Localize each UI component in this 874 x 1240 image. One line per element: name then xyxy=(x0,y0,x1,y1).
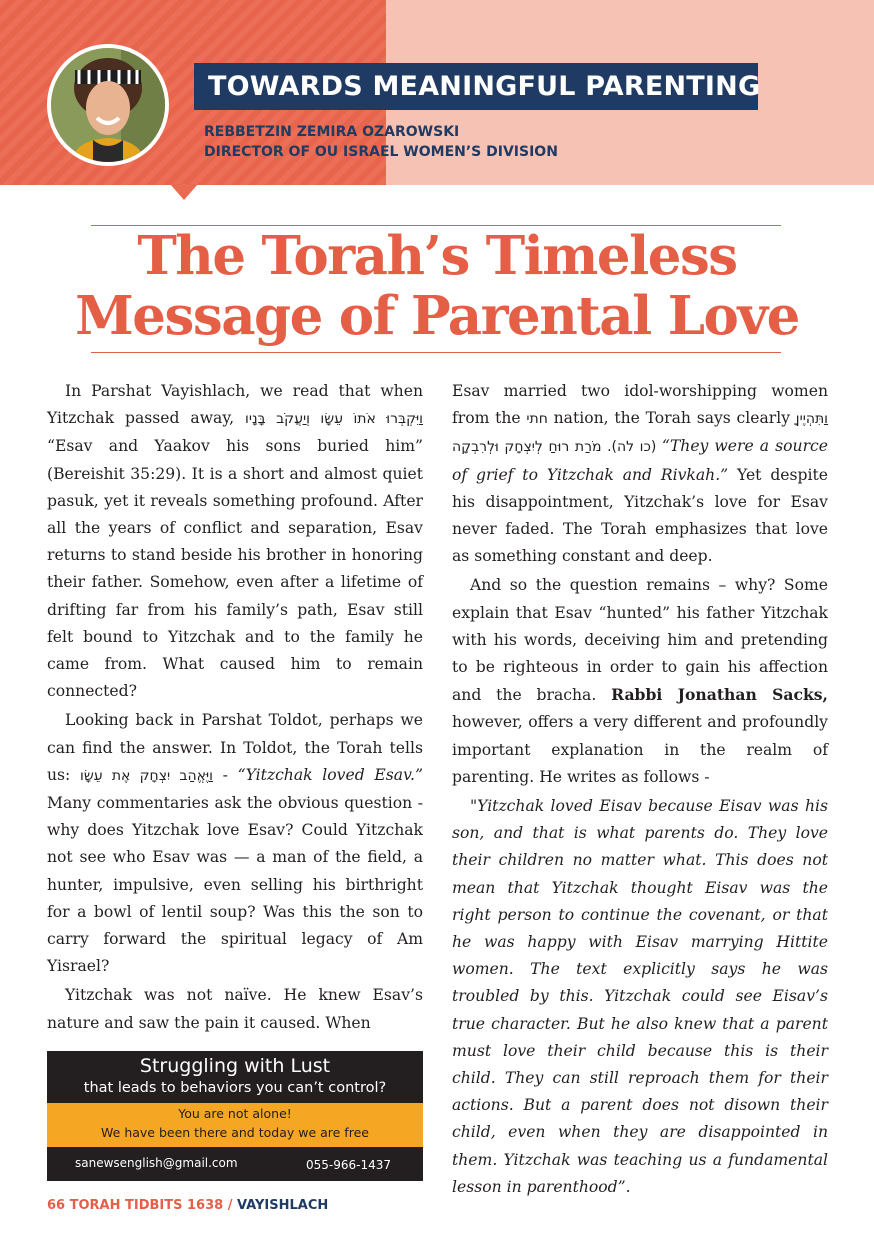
paragraph xyxy=(452,378,828,570)
article-column-left xyxy=(47,378,423,1039)
text: Looking back in Parshat Toldot, perhaps we can find the answer. In Toldot, the Torah tells us: xyxy=(47,711,423,784)
page-footer xyxy=(47,1197,328,1215)
text: Esav married two idol-worshipping women from the xyxy=(452,382,828,428)
verse-reference: (כו לה). xyxy=(601,439,662,456)
paragraph: Yitzchak was not naïve. He knew Esav’s nature and saw the pain it caused. When xyxy=(47,986,423,1032)
paragraph xyxy=(452,572,828,791)
footer-page-info: 66 TORAH TIDBITS 1638 / xyxy=(47,1198,233,1213)
text: And so the question remains – why? Some explain that Esav “hunted” his father Yitzchak with his words, deceiving him and pretending to be righteous in order to gain his affection and the bracha. xyxy=(452,576,828,705)
ad-email[interactable]: sanewsenglish@gmail.com xyxy=(75,1156,238,1170)
ad-title: Struggling with Lust xyxy=(139,1055,331,1077)
text: - xyxy=(212,765,238,784)
ad-phone[interactable]: 055-966-1437 xyxy=(305,1158,391,1172)
paragraph xyxy=(47,378,423,705)
hebrew-verse: וַתִּהְיֶיןָ מֹרַת רוּחַ לְיִצְחָק וּלְרִבְקָה xyxy=(452,411,828,456)
author-byline xyxy=(204,122,558,162)
ad-subtitle: that leads to behaviors you can’t control? xyxy=(83,1080,387,1096)
ad-band-line-1: You are not alone! xyxy=(178,1106,292,1121)
title-line-2: Message of Parental Love xyxy=(75,285,799,347)
quote: “Yitzchak loved Esav.” xyxy=(237,765,423,784)
title-line-1: The Torah’s Timeless xyxy=(137,225,737,287)
advertisement[interactable] xyxy=(47,1051,423,1181)
text: Yet despite his disappointment, Yitzchak’s love for Esav never faded. The Torah emphasizes that love as something constant and deep. xyxy=(452,465,828,566)
author-name: REBBETZIN ZEMIRA OZAROWSKI xyxy=(204,124,460,140)
sacks-quote: "Yitzchak loved Eisav because Eisav was his son, and that is what parents do. They love their children no matter what. This does not mean that Yitzchak thought Eisav was the right person to continue the covenant, or that he was happy with Eisav marrying Hittite women. The text explicitly says he was troubled by this. Yitzchak could see Eisav’s true character. But he also knew that a parent must love their child because this is their child. They can still reproach them for their actions. But a parent does not disown their child, even when they are disappointed in them. Yitzchak was teaching us a fundamental lesson in parenthood”. xyxy=(452,797,828,1196)
header-banner xyxy=(0,0,874,185)
text: “Esav and Yaakov his sons buried him” (Bereishit 35:29). It is a short and almost quiet pasuk, yet it reveals something profound. After all the years of conflict and separation, Esav returns to stand beside his brother in honoring their father. Somehow, even after a lifetime of drifting far from his family’s path, Esav still felt bound to Yitzchak and to the family he came from. What caused him to remain connected? xyxy=(47,437,423,701)
hebrew-word: חתי xyxy=(526,411,548,428)
column-title: TOWARDS MEANINGFUL PARENTING xyxy=(194,63,758,110)
footer-parsha: VAYISHLACH xyxy=(232,1198,329,1213)
quote: “They were a source of grief to Yitzchak and Rivkah.” xyxy=(452,437,828,484)
ad-band-line-2: We have been there and today we are free xyxy=(101,1125,369,1140)
text: nation, the Torah says clearly xyxy=(547,409,796,428)
hebrew-verse: וַיֶּאֱהַב יִצְחָק אֶת עֵשָׂו xyxy=(80,767,213,784)
rabbi-name: Rabbi Jonathan Sacks, xyxy=(611,685,828,705)
hebrew-verse: וַיִּקְבְּרוּ אֹתוֹ עֵשָׂו וְיַעֲקֹב בָּנָיו xyxy=(245,411,423,428)
article-title xyxy=(0,226,874,346)
author-photo xyxy=(47,44,169,166)
text: Many commentaries ask the obvious question - why does Yitzchak love Esav? Could Yitzchak not see who Esav was — a man of the field, a hunter, impulsive, even selling his birthright for a bowl of lentil soup? Was this the son to carry forward the spiritual legacy of Am Yisrael? xyxy=(47,794,423,976)
author-role: DIRECTOR OF OU ISRAEL WOMEN’S DIVISION xyxy=(204,144,558,160)
title-rule-bottom xyxy=(91,352,781,353)
article-column-right xyxy=(452,378,828,1203)
text: however, offers a very different and profoundly important explanation in the realm of parenting. He writes as follows - xyxy=(452,713,828,786)
text: In Parshat Vayishlach, we read that when Yitzchak passed away, xyxy=(47,382,423,428)
paragraph xyxy=(47,707,423,980)
header-pointer xyxy=(170,184,198,200)
